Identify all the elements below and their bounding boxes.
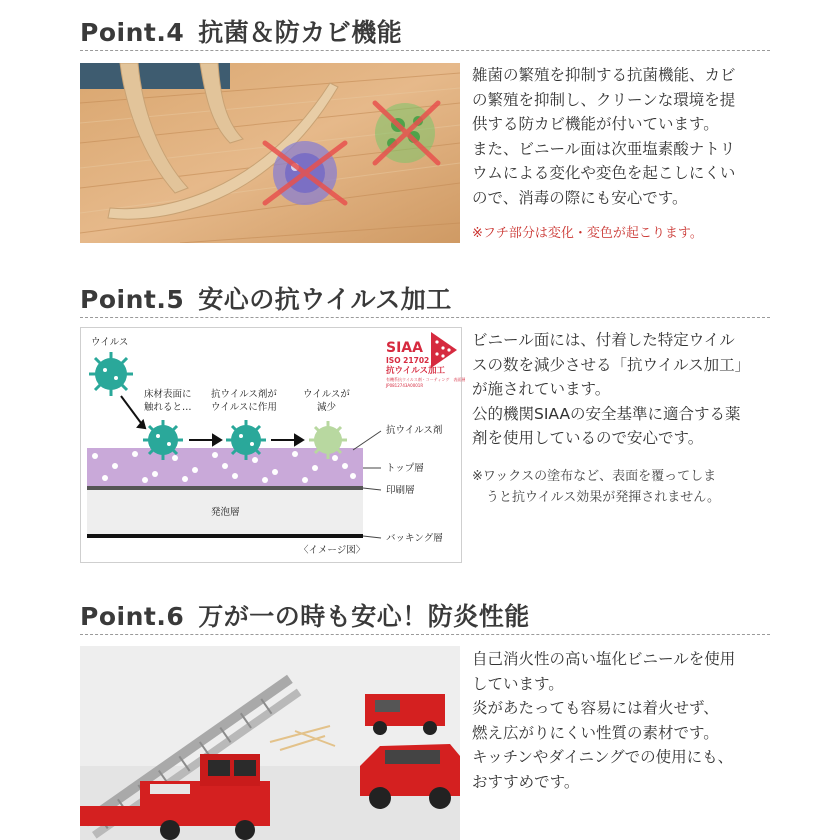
text-line: の繁殖を抑制し、クリーンな環境を提 xyxy=(472,90,736,109)
iso-number: ISO 21702 xyxy=(386,356,430,365)
point4-description xyxy=(472,63,772,210)
section-title-point4 xyxy=(80,13,402,49)
text-line: また、ビニール面は次亜塩素酸ナトリ xyxy=(472,139,736,158)
point5-note xyxy=(472,466,786,508)
text-line: キッチンやダイニングでの使用にも、 xyxy=(472,748,734,766)
point5-description xyxy=(472,328,772,451)
floor-chair-illustration xyxy=(80,63,460,243)
text-line: 剤を使用しているので安心です。 xyxy=(472,429,704,447)
foam-layer-label: 発泡層 xyxy=(211,507,240,518)
step3-line: 減少 xyxy=(316,402,336,413)
text-line: が施されています。 xyxy=(472,380,611,398)
step1-line: 触れると… xyxy=(144,402,192,413)
step3-line: ウイルスが xyxy=(303,389,350,400)
text-line: 公的機関SIAAの安全基準に適合する薬 xyxy=(472,404,741,423)
point4-note: ※フチ部分は変化・変色が起こります。 xyxy=(472,226,703,241)
text-line: ビニール面には、付着した特定ウイル xyxy=(472,331,735,349)
top-layer-label: トップ層 xyxy=(386,463,424,474)
point6-description xyxy=(472,647,772,794)
virus-icon xyxy=(143,420,183,460)
siaa-label: 抗ウイルス加工 xyxy=(386,366,445,376)
point-heading: 抗菌＆防カビ機能 xyxy=(198,18,403,47)
antiviral-agent-label: 抗ウイルス剤 xyxy=(386,425,443,436)
text-line: 自己消火性の高い塩化ビニールを使用 xyxy=(472,650,736,668)
section-title-point6 xyxy=(80,597,530,633)
text-line: おすすめです。 xyxy=(472,772,580,791)
note-line: ※ワックスの塗布など、表面を覆ってしま xyxy=(472,469,717,484)
text-line: 炎があたっても容易には着火せず、 xyxy=(472,699,719,717)
siaa-code: JP0812743A0001R xyxy=(386,383,424,388)
siaa-certification-mark xyxy=(386,340,466,389)
print-layer-label: 印刷層 xyxy=(386,485,415,496)
point-heading: 万が一の時も安心！防炎性能 xyxy=(198,602,530,631)
step2-label xyxy=(211,388,277,414)
step3-label xyxy=(303,388,350,414)
divider xyxy=(80,317,770,318)
step2-line: 抗ウイルス剤が xyxy=(211,389,277,400)
image-caption: 〈イメージ図〉 xyxy=(299,545,366,556)
backing-layer-label: バッキング層 xyxy=(386,533,443,544)
section-title-point5 xyxy=(80,280,452,316)
step1-line: 床材表面に xyxy=(144,389,192,400)
divider xyxy=(80,634,770,635)
virus-icon xyxy=(89,352,133,396)
antibacterial-photo xyxy=(80,63,460,243)
text-line: スの数を減少させる「抗ウイルス加工」 xyxy=(472,355,751,374)
point-number: Point.5 xyxy=(80,285,185,314)
fire-truck-photo xyxy=(80,646,460,840)
text-line: 雑菌の繁殖を抑制する抗菌機能、カビ xyxy=(472,66,736,84)
siaa-subtext: 有機系抗ウイルス剤・コーティング 表面層 xyxy=(386,377,466,382)
text-line: 燃え広がりにくい性質の素材です。 xyxy=(472,723,719,742)
point-number: Point.6 xyxy=(80,602,185,631)
virus-icon xyxy=(226,420,266,460)
step1-label xyxy=(144,388,192,414)
point-heading: 安心の抗ウイルス加工 xyxy=(198,285,452,314)
text-line: ウムによる変化や変色を起こしにくい xyxy=(472,164,736,182)
divider xyxy=(80,50,770,51)
antiviral-layer-diagram xyxy=(80,327,466,563)
step2-line: ウイルスに作用 xyxy=(211,402,277,413)
virus-label: ウイルス xyxy=(91,337,129,348)
text-line: ので、消毒の際にも安心です。 xyxy=(472,188,688,207)
text-line: しています。 xyxy=(472,674,564,693)
toy-fire-trucks-illustration xyxy=(80,646,460,840)
note-line: うと抗ウイルス効果が発揮されません。 xyxy=(486,490,721,505)
point-number: Point.4 xyxy=(80,18,185,47)
siaa-logo-text: SIAA xyxy=(386,340,423,356)
text-line: 供する防カビ機能が付いています。 xyxy=(472,115,719,133)
